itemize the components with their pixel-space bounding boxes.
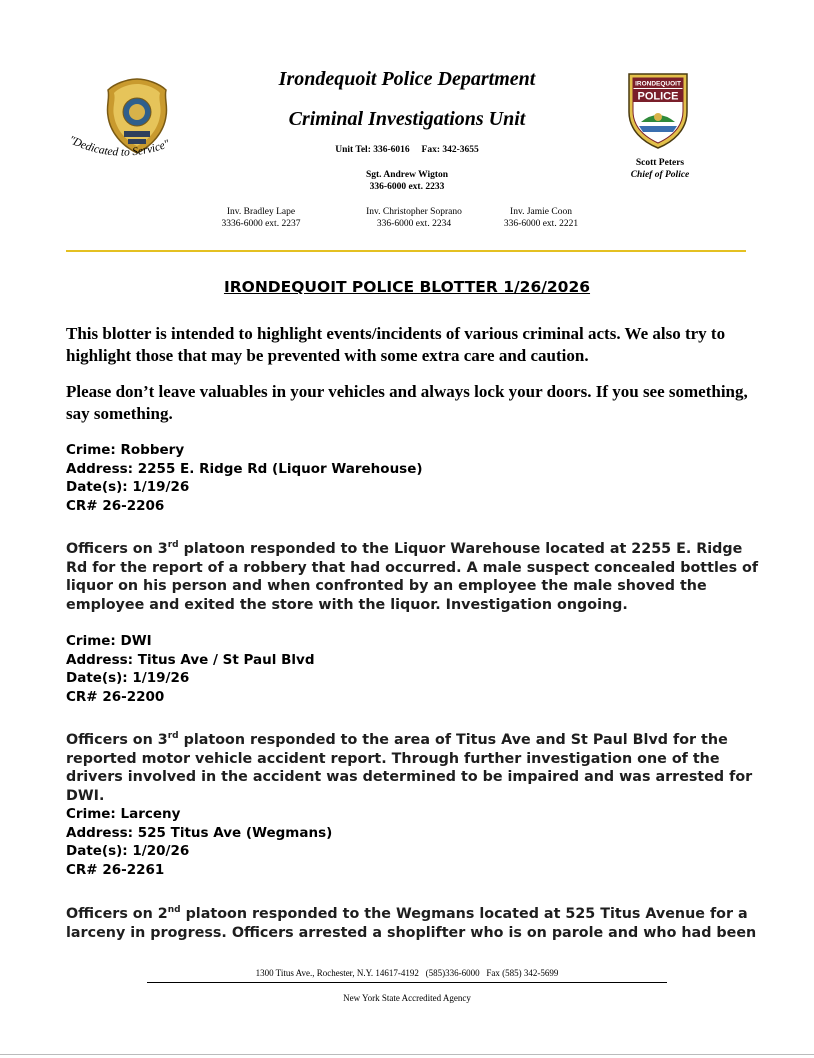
investigator-1 xyxy=(181,206,341,230)
sergeant-ext: 336-6000 ext. 2233 xyxy=(369,182,445,192)
case-number: CR# 26-2206 xyxy=(66,497,165,514)
crime-type: Crime: Larceny xyxy=(66,806,181,822)
crime-address: Address: Titus Ave / St Paul Blvd xyxy=(66,651,315,668)
page-edge xyxy=(0,1054,814,1055)
investigator-name: Inv. Jamie Coon xyxy=(510,207,572,217)
investigator-ext: 336-6000 ext. 2234 xyxy=(376,219,452,229)
crime-address: Address: 525 Titus Ave (Wegmans) xyxy=(66,824,333,841)
crime-date: Date(s): 1/20/26 xyxy=(66,843,190,859)
case-number: CR# 26-2261 xyxy=(66,861,165,878)
incident-details xyxy=(66,632,314,706)
crime-type: Crime: DWI xyxy=(66,633,152,649)
chief-title: Chief of Police xyxy=(630,170,690,180)
chief-name: Scott Peters xyxy=(635,158,685,168)
chief-of-police xyxy=(590,157,730,181)
crime-address: Address: 2255 E. Ridge Rd (Liquor Warehouse) xyxy=(66,460,423,477)
incident-narrative: Officers on 3rd platoon responded to the Liquor Warehouse located at 2255 E. Ridge Rd for the report of a robbery that had occurred. A male suspect concealed bottles of liquor on his person and when confronted by an employee the male shoved the employee and exited the store with the liquor. Investigation ongoing. xyxy=(66,540,759,613)
investigator-3 xyxy=(461,206,621,230)
department-title: Irondequoit Police Department xyxy=(278,68,536,90)
footer-divider xyxy=(147,982,667,983)
investigator-name: Inv. Christopher Soprano xyxy=(366,207,462,217)
crime-type: Crime: Robbery xyxy=(66,442,185,458)
unit-title: Criminal Investigations Unit xyxy=(288,108,526,130)
header-divider xyxy=(66,250,746,252)
incident-narrative: Officers on 2nd platoon responded to the Wegmans located at 525 Titus Avenue for a larceny in progress. Officers arrested a shoplifter who is on parole and who had been xyxy=(66,905,757,941)
police-shield-logo xyxy=(625,70,691,150)
incident-details xyxy=(66,805,332,879)
investigator-name: Inv. Bradley Lape xyxy=(226,207,296,217)
safety-reminder: Please don’t leave valuables in your vehicles and always lock your doors. If you see something, say something. xyxy=(66,382,748,423)
crime-date: Date(s): 1/19/26 xyxy=(66,670,190,686)
footer-address: 1300 Titus Ave., Rochester, N.Y. 14617-4192 (585)336-6000 Fax (585) 342-5699 xyxy=(255,968,559,978)
intro-paragraph: This blotter is intended to highlight events/incidents of various criminal acts. We also try to highlight those that may be prevented with some extra care and caution. xyxy=(66,324,726,365)
incident-narrative: Officers on 3rd platoon responded to the area of Titus Ave and St Paul Blvd for the reported motor vehicle accident report. Through further investigation one of the drivers involved in the accident was determined to be impaired and was arrested for DWI. xyxy=(66,731,753,804)
case-number: CR# 26-2200 xyxy=(66,688,165,705)
incident-details xyxy=(66,441,423,515)
irondequoit-police-shield-icon xyxy=(625,70,691,150)
investigator-ext: 3336-6000 ext. 2237 xyxy=(221,219,301,229)
blotter-title: IRONDEQUOIT POLICE BLOTTER 1/26/2026 xyxy=(223,278,591,296)
svg-text:POLICE: POLICE xyxy=(637,90,679,103)
footer-accreditation: New York State Accredited Agency xyxy=(343,993,471,1003)
sergeant-name: Sgt. Andrew Wigton xyxy=(365,170,449,180)
investigator-ext: 336-6000 ext. 2221 xyxy=(503,219,579,229)
svg-text:IRONDEQUOIT: IRONDEQUOIT xyxy=(635,80,681,88)
svg-text:"Dedicated to Service": "Dedicated to Service" xyxy=(66,133,172,159)
crime-date: Date(s): 1/19/26 xyxy=(66,479,190,495)
unit-phone-fax: Unit Tel: 336-6016 Fax: 342-3655 xyxy=(335,145,479,155)
